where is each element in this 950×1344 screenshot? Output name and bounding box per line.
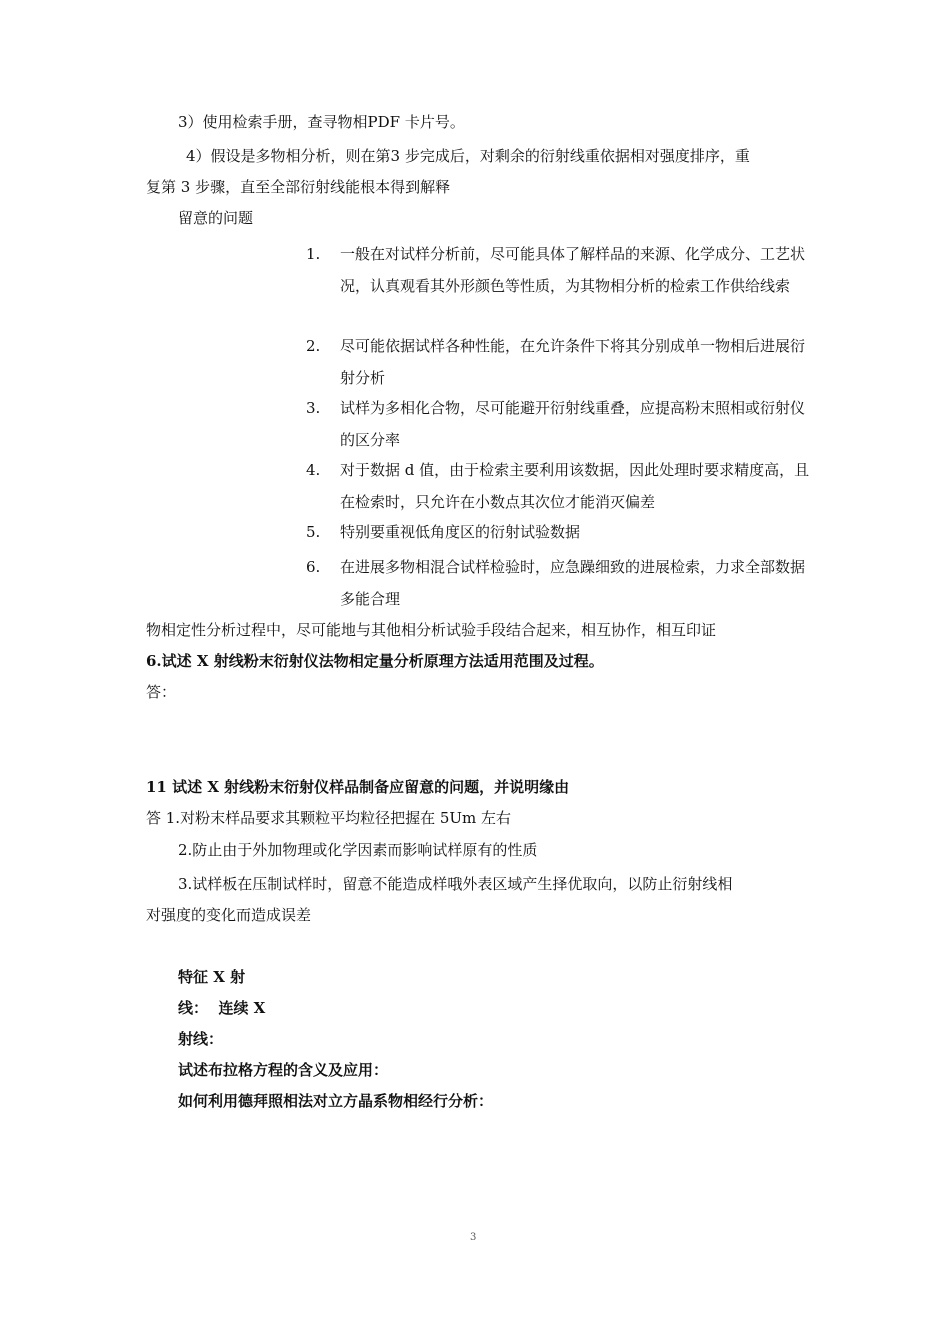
term-characteristic-xray: 特征 X 射 bbox=[178, 968, 246, 986]
list-item-number: 3. bbox=[306, 399, 321, 417]
list-item-text: 在进展多物相混合试样检验时，应急躁细致的进展检索，力求全部数据多能合理 bbox=[340, 558, 806, 608]
notes-closing: 物相定性分析过程中，尽可能地与其他相分析试验手段结合起来，相互协作，相互印证 bbox=[146, 621, 717, 639]
question-11-answer-3-line1: 3.试样板在压制试样时，留意不能造成样哦外表区域产生择优取向，以防止衍射线相 bbox=[178, 875, 733, 893]
question-11-answer-2: 2.防止由于外加物理或化学因素而影响试样原有的性质 bbox=[178, 841, 538, 859]
question-11-answer-1: 答 1.对粉末样品要求其颗粒平均粒径把握在 5Um 左右 bbox=[146, 809, 512, 827]
list-item-number: 5. bbox=[306, 523, 321, 541]
list-item-text: 特别要重视低角度区的衍射试验数据 bbox=[340, 523, 581, 541]
list-item-text: 尽可能依据试样各种性能，在允许条件下将其分别成单一物相后进展衍射分析 bbox=[340, 337, 806, 387]
question-6-answer-label: 答： bbox=[146, 683, 177, 701]
list-item-number: 1. bbox=[306, 245, 321, 263]
list-item-number: 2. bbox=[306, 337, 321, 355]
step-3-text: 3）使用检索手册，查寻物相PDF 卡片号。 bbox=[178, 113, 465, 131]
page-number: 3 bbox=[470, 1232, 477, 1243]
list-item-text: 试样为多相化合物，尽可能避开衍射线重叠，应提高粉末照相或衍射仪的区分率 bbox=[340, 399, 806, 449]
notes-heading: 留意的问题 bbox=[178, 209, 254, 227]
step-4-text-line2: 复第 3 步骤，直至全部衍射线能根本得到解释 bbox=[146, 178, 451, 196]
list-item-number: 6. bbox=[306, 558, 321, 576]
question-debye: 如何利用德拜照相法对立方晶系物相经行分析： bbox=[178, 1092, 494, 1110]
list-item-text: 对于数据 d 值，由于检索主要利用该数据，因此处理时要求精度高，且在检索时，只允许在小数点其次位才能消灭偏差 bbox=[340, 461, 810, 511]
list-item-text: 一般在对试样分析前，尽可能具体了解样品的来源、化学成分、工艺状况，认真观看其外形颜色等性质，为其物相分析的检索工作供给线索 bbox=[340, 245, 806, 295]
term-rays: 射线： bbox=[178, 1030, 224, 1048]
question-bragg: 试述布拉格方程的含义及应用： bbox=[178, 1061, 389, 1079]
step-4-text-line1: 4）假设是多物相分析，则在第3 步完成后，对剩余的衍射线重依据相对强度排序，重 bbox=[186, 147, 750, 165]
question-6-title: 6.试述 X 射线粉末衍射仪法物相定量分析原理方法适用范围及过程。 bbox=[146, 652, 604, 670]
question-11-title: 11 试述 X 射线粉末衍射仪样品制备应留意的问题，并说明缘由 bbox=[146, 778, 570, 796]
question-11-answer-3-line2: 对强度的变化而造成误差 bbox=[146, 906, 312, 924]
term-continuous-xray: 线： 连续 X bbox=[178, 999, 266, 1017]
list-item-number: 4. bbox=[306, 461, 321, 479]
